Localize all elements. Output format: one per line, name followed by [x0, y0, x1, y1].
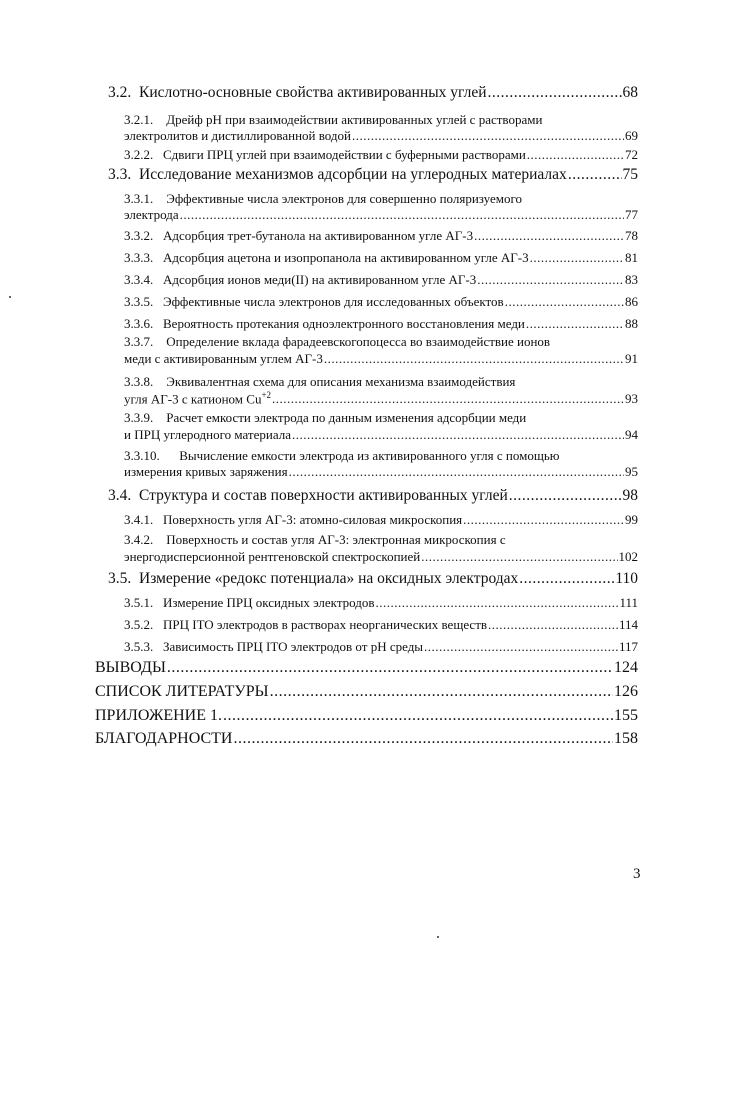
toc-leader [376, 595, 619, 611]
toc-entry-3-2-2 [124, 147, 638, 163]
toc-entry-3-2-1 [124, 128, 638, 144]
toc-entry-3-3-9 [124, 427, 638, 443]
toc-page: 81 [625, 250, 638, 265]
toc-leader [526, 316, 624, 332]
toc-number: 3.3.8. [124, 374, 154, 389]
toc-page: 91 [625, 351, 638, 366]
charge-superscript: +2 [261, 390, 272, 400]
toc-number: 3.3.5. [124, 294, 154, 309]
toc-title: Сдвиги ПРЦ углей при взаимодействии с буферными растворами [163, 147, 526, 162]
toc-page: 117 [618, 639, 638, 654]
toc-leader [488, 84, 622, 102]
toc-page: 77 [625, 207, 638, 222]
toc-page: 114 [618, 617, 638, 632]
toc-entry-3-3-6 [124, 316, 638, 332]
toc-entry-3-3-3 [124, 250, 638, 266]
toc-leader [477, 272, 624, 288]
toc-entry-3-5-1 [124, 595, 638, 611]
toc-page: 95 [625, 464, 638, 479]
toc-entry-conclusions [95, 659, 638, 677]
toc-leader [180, 207, 624, 223]
toc-title-continued [124, 390, 271, 407]
toc-title: Поверхность и состав угля АГ-3: электронная микроскопия с [166, 532, 506, 547]
toc-entry-3-3-9-line1 [124, 410, 526, 426]
toc-number: 3.3.3. [124, 250, 154, 265]
toc-leader [223, 707, 613, 725]
toc-number: 3.5.1. [124, 595, 154, 610]
toc-page: 68 [622, 84, 638, 101]
toc-entry-3-2 [108, 84, 638, 102]
toc-leader [527, 147, 624, 163]
toc-title: Исследование механизмов адсорбции на углеродных материалах [139, 166, 567, 183]
toc-entry-3-3 [108, 166, 638, 184]
toc-entry-acknowledgements [95, 730, 638, 748]
toc-entry-3-3-10 [124, 464, 638, 480]
toc-title: ВЫВОДЫ [95, 659, 166, 676]
toc-page: 94 [625, 427, 638, 442]
toc-number: 3.3.7. [124, 334, 154, 349]
toc-title-continued: измерения кривых заряжения [124, 464, 288, 479]
toc-entry-appendix [95, 707, 638, 725]
toc-page: 111 [619, 595, 638, 610]
toc-page: 86 [625, 294, 638, 309]
toc-entry-3-5 [108, 570, 638, 588]
toc-entry-3-3-2 [124, 228, 638, 244]
toc-title: ПРИЛОЖЕНИЕ 1. [95, 707, 223, 724]
toc-title: Определение вклада фарадеевскогопоцесса во взаимодействие ионов [166, 334, 551, 349]
toc-title: Зависимость ПРЦ ITO электродов от pH среды [163, 639, 424, 654]
toc-number: 3.3.6. [124, 316, 154, 331]
toc-number: 3.3.1. [124, 191, 154, 206]
toc-number: 3.4.2. [124, 532, 154, 547]
toc-leader [509, 487, 622, 505]
toc-page: 110 [615, 570, 638, 587]
toc-title: Адсорбция ацетона и изопропанола на активированном угле АГ-3 [163, 250, 529, 265]
toc-entry-3-3-1 [124, 207, 638, 223]
toc-title: Эффективные числа электронов для совершенно поляризуемого [166, 191, 522, 206]
toc-entry-3-3-7 [124, 351, 638, 367]
toc-title: Вероятность протекания одноэлектронного восстановления меди [163, 316, 525, 331]
toc-leader [505, 294, 624, 310]
toc-title: Расчет емкости электрода по данным изменения адсорбции меди [166, 410, 527, 425]
toc-title-continued: и ПРЦ углеродного материала [124, 427, 291, 442]
toc-entry-3-3-4 [124, 272, 638, 288]
toc-page: 102 [618, 549, 638, 564]
toc-page: 88 [625, 316, 638, 331]
scan-speck [437, 936, 439, 938]
toc-entry-3-2-1-line1 [124, 112, 542, 128]
toc-number: 3.2. [108, 84, 132, 101]
toc-leader [474, 228, 624, 244]
toc-entry-3-5-2 [124, 617, 638, 633]
toc-leader [167, 659, 613, 677]
toc-number: 3.4.1. [124, 512, 154, 527]
toc-number: 3.3. [108, 166, 132, 183]
toc-entry-3-5-3 [124, 639, 638, 655]
toc-page: 98 [622, 487, 638, 504]
toc-page: 78 [625, 228, 638, 243]
toc-title: Измерение «редокс потенциала» на оксидных электродах [139, 570, 519, 587]
toc-title: БЛАГОДАРНОСТИ [95, 730, 233, 747]
toc-page: 75 [622, 166, 638, 183]
toc-entry-references [95, 683, 638, 701]
toc-leader [568, 166, 622, 184]
toc-leader [292, 427, 624, 443]
toc-leader [233, 730, 613, 748]
toc-page: 83 [625, 272, 638, 287]
toc-leader [488, 617, 618, 633]
toc-number: 3.3.4. [124, 272, 154, 287]
toc-title-continued: электрода [124, 207, 179, 222]
toc-leader [421, 549, 617, 565]
toc-title-continued: электролитов и дистиллированной водой [124, 128, 351, 143]
toc-title: Эквивалентная схема для описания механизма взаимодействия [166, 374, 516, 389]
toc-title: Адсорбция ионов меди(II) на активированном угле АГ-3 [163, 272, 477, 287]
toc-number: 3.4. [108, 487, 132, 504]
toc-number: 3.2.2. [124, 147, 154, 162]
toc-page: 72 [625, 147, 638, 162]
toc-leader [272, 391, 624, 407]
toc-page: 126 [614, 683, 638, 700]
page-number: 3 [633, 866, 641, 882]
toc-title: СПИСОК ЛИТЕРАТУРЫ [95, 683, 269, 700]
toc-title-continued: меди с активированным углем АГ-3 [124, 351, 323, 366]
toc-number: 3.3.2. [124, 228, 154, 243]
toc-title: Эффективные числа электронов для исследованных объектов [163, 294, 504, 309]
toc-leader [463, 512, 624, 528]
toc-number: 3.5.3. [124, 639, 154, 654]
toc-leader [289, 464, 624, 480]
toc-entry-3-4-2 [124, 549, 638, 565]
scan-speck [9, 296, 11, 298]
toc-page: 69 [625, 128, 638, 143]
toc-number: 3.3.10. [124, 448, 160, 463]
toc-page: 99 [625, 512, 638, 527]
toc-entry-3-3-1-line1 [124, 191, 522, 207]
toc-entry-3-4 [108, 487, 638, 505]
toc-entry-3-3-5 [124, 294, 638, 310]
toc-page: 158 [614, 730, 638, 747]
toc-title: Измерение ПРЦ оксидных электродов [163, 595, 375, 610]
toc-title-continued: энергодисперсионной рентгеновской спектроскопией [124, 549, 421, 564]
toc-page: 155 [614, 707, 638, 724]
toc-number: 3.5. [108, 570, 132, 587]
toc-title: Адсорбция трет-бутанола на активированном угле АГ-3 [163, 228, 474, 243]
toc-title: Поверхность угля АГ-3: атомно-силовая микроскопия [163, 512, 463, 527]
toc-page: 93 [625, 391, 638, 407]
toc-entry-3-3-10-line1 [124, 448, 560, 464]
toc-title: Дрейф pH при взаимодействии активированных углей с растворами [166, 112, 543, 127]
toc-title: Вычисление емкости электрода из активированного угля с помощью [179, 448, 560, 463]
toc-entry-3-3-7-line1 [124, 334, 550, 350]
toc-title: ПРЦ ITO электродов в растворах неорганических веществ [163, 617, 488, 632]
toc-title: Кислотно-основные свойства активированных углей [139, 84, 487, 101]
toc-leader [519, 570, 614, 588]
toc-leader [530, 250, 624, 266]
toc-entry-3-4-2-line1 [124, 532, 506, 548]
toc-leader [424, 639, 618, 655]
toc-leader [352, 128, 624, 144]
toc-page: 124 [614, 659, 638, 676]
toc-leader [324, 351, 624, 367]
toc-leader [270, 683, 613, 701]
toc-title-text: угля АГ-3 с катионом Cu [124, 391, 262, 407]
toc-title: Структура и состав поверхности активированных углей [139, 487, 508, 504]
toc-number: 3.2.1. [124, 112, 154, 127]
toc-number: 3.3.9. [124, 410, 154, 425]
toc-entry-3-3-8 [124, 390, 638, 407]
toc-entry-3-3-8-line1 [124, 374, 515, 390]
toc-number: 3.5.2. [124, 617, 154, 632]
toc-entry-3-4-1 [124, 512, 638, 528]
